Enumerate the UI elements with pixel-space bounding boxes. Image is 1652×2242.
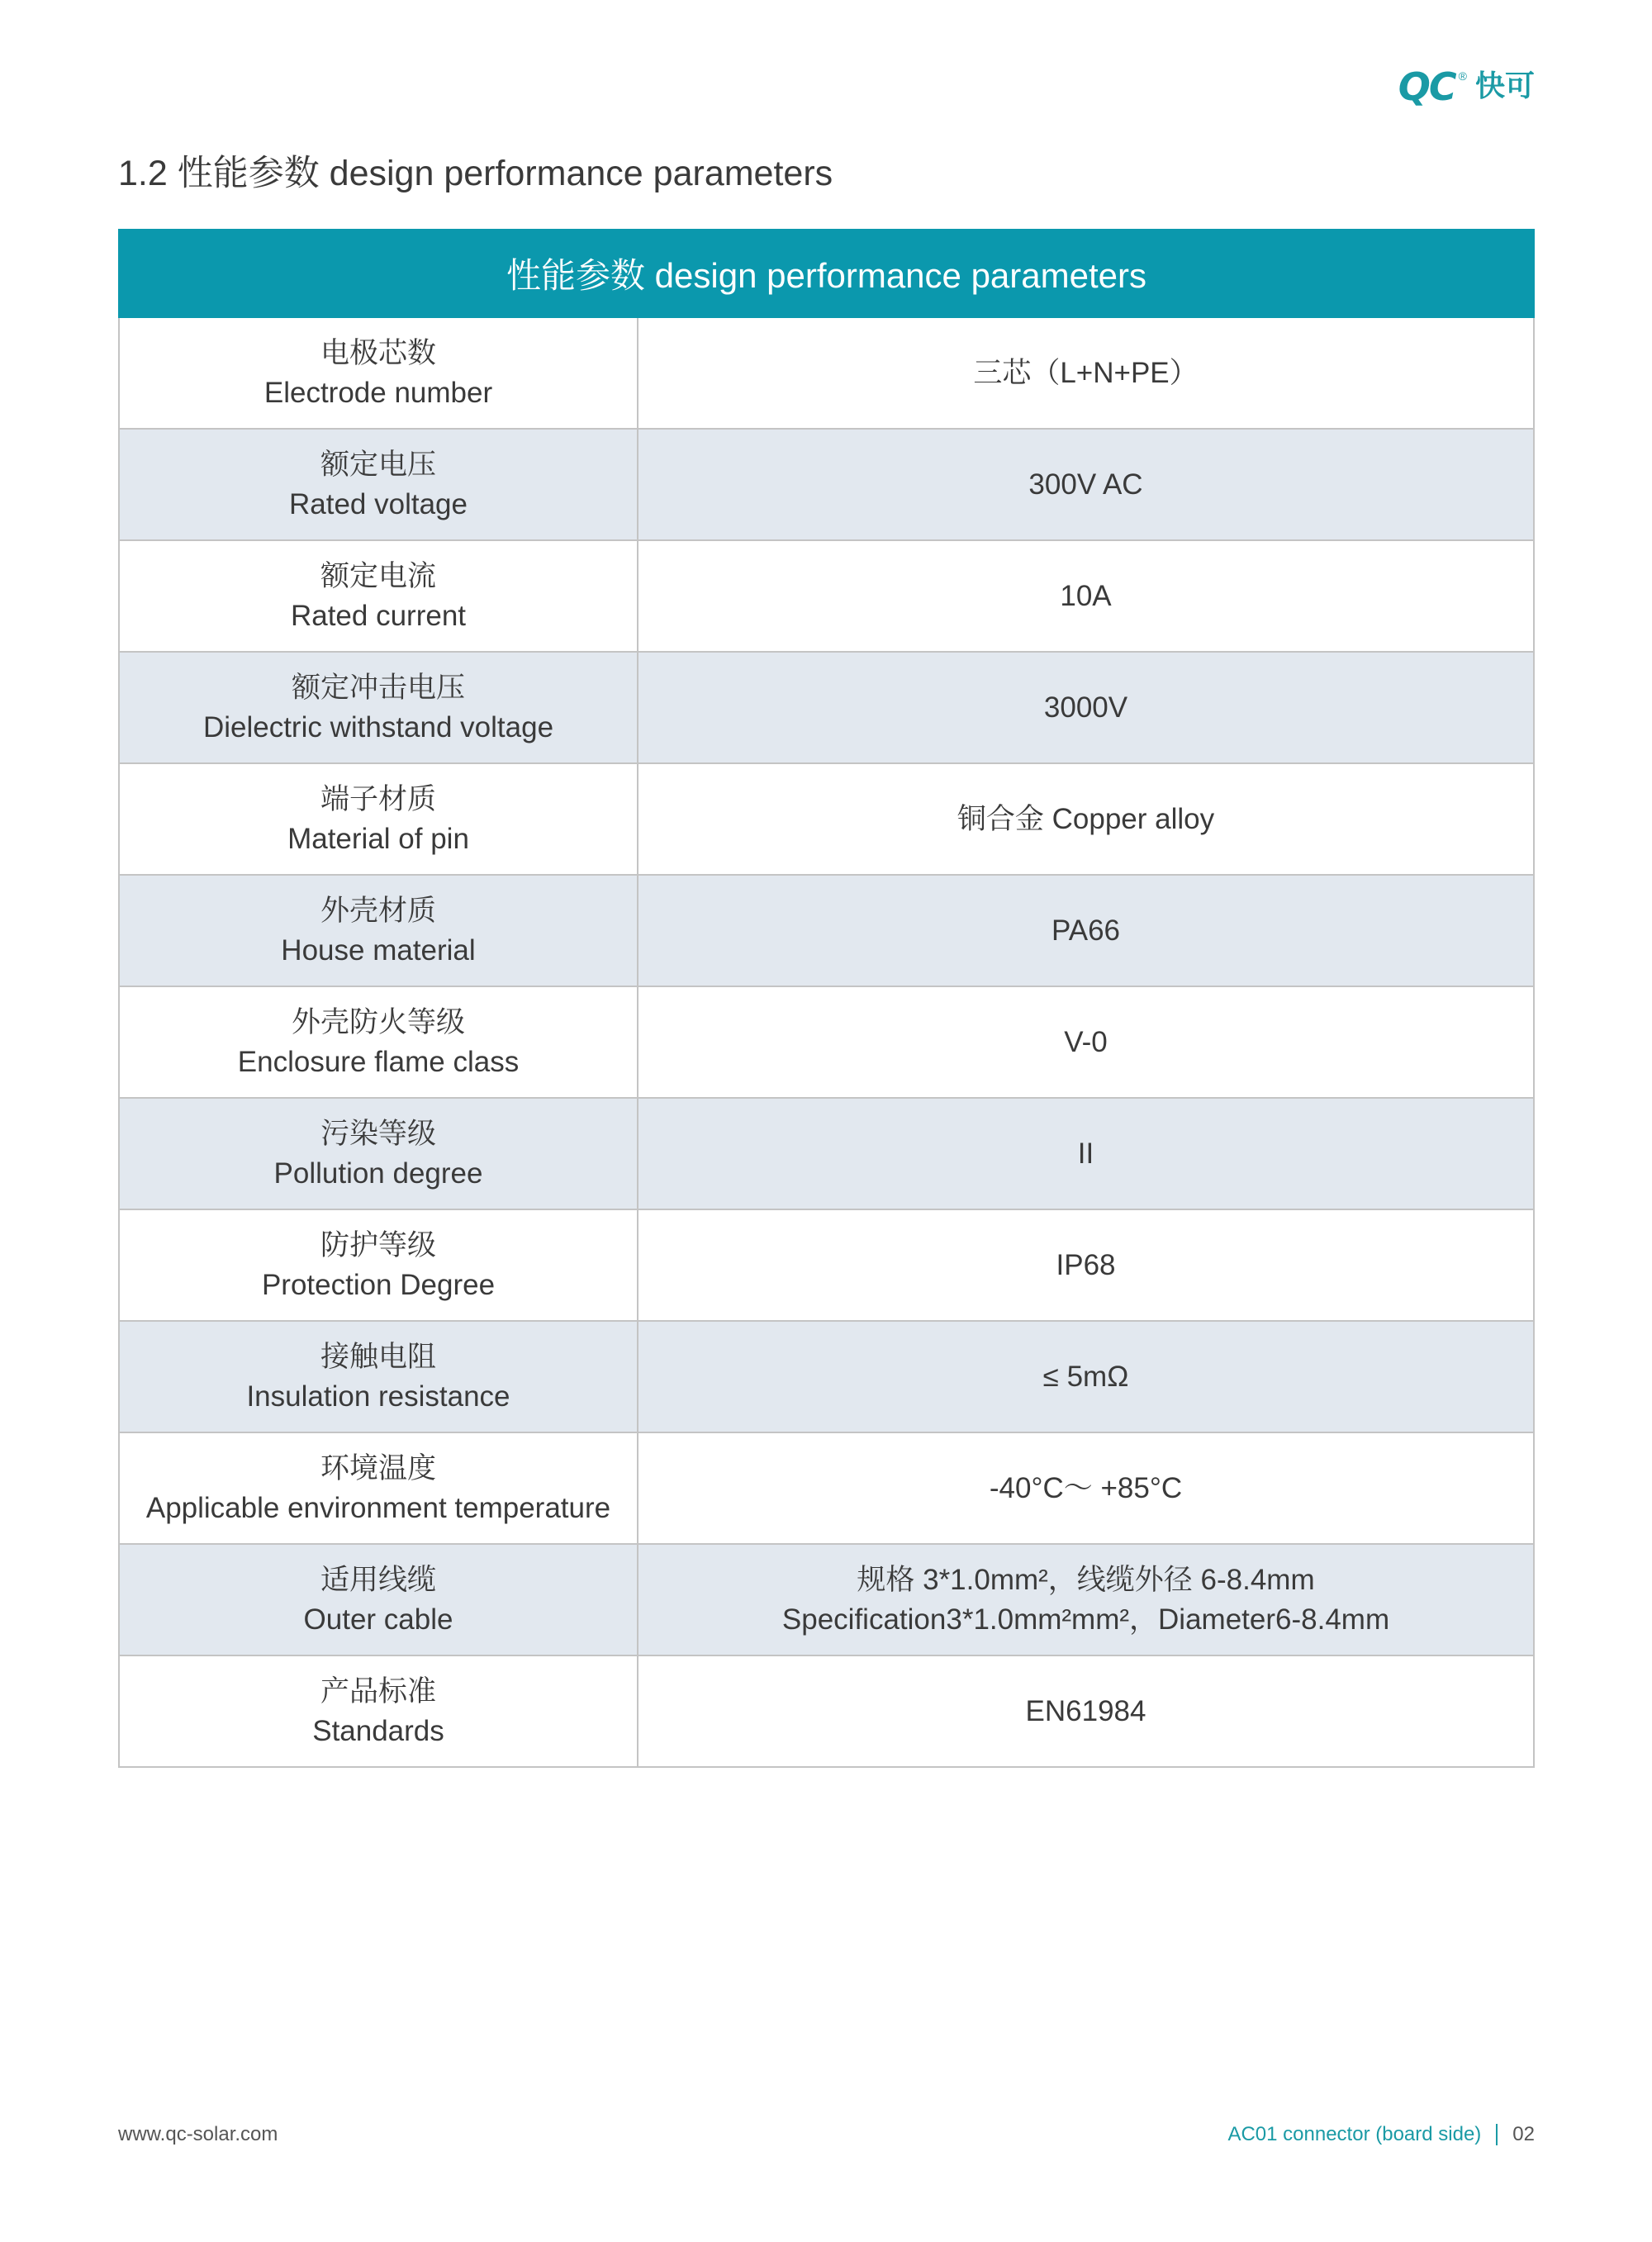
parameter-name-en: Dielectric withstand voltage — [202, 710, 554, 743]
table-row — [119, 429, 1534, 540]
parameter-label-cell — [119, 986, 638, 1098]
parameter-name-en: Enclosure flame class — [237, 1045, 520, 1078]
parameter-label-cell — [119, 1655, 638, 1767]
parameter-value-cell — [638, 1432, 1534, 1544]
table-row — [119, 652, 1534, 763]
parameter-value: ≤ 5mΩ — [1042, 1360, 1129, 1393]
page-number: 02 — [1512, 2123, 1535, 2145]
parameter-name-en: Material of pin — [287, 822, 469, 855]
parameter-name-cn: 环境温度 — [320, 1451, 436, 1484]
parameter-name-en: Electrode number — [263, 376, 493, 409]
table-header: 性能参数 design performance parameters — [119, 230, 1534, 317]
parameter-value-cell — [638, 986, 1534, 1098]
footer-document-title: AC01 connector (board side) — [1227, 2123, 1482, 2145]
parameter-label-cell — [119, 317, 638, 429]
parameter-label-cell — [119, 875, 638, 986]
parameter-name-cn: 电极芯数 — [320, 336, 436, 369]
parameter-value-cell — [638, 429, 1534, 540]
table-row — [119, 317, 1534, 429]
parameter-label-cell — [119, 1098, 638, 1209]
parameter-name-cn: 额定电流 — [320, 559, 436, 592]
parameter-value-cell — [638, 1655, 1534, 1767]
parameter-name-en: Insulation resistance — [246, 1380, 510, 1413]
parameter-name-en: Rated current — [290, 599, 467, 632]
parameter-value: II — [1077, 1137, 1094, 1170]
footer-website: www.qc-solar.com — [118, 2123, 278, 2145]
parameter-label-cell — [119, 1544, 638, 1655]
parameter-name-cn: 产品标准 — [320, 1674, 436, 1708]
parameter-value: 3000V — [1043, 691, 1128, 724]
parameter-name-en: Protection Degree — [261, 1268, 496, 1301]
parameter-value: 300V AC — [1028, 468, 1143, 501]
parameter-value-cell — [638, 875, 1534, 986]
parameter-value-cell — [638, 1098, 1534, 1209]
parameter-value: IP68 — [1056, 1248, 1116, 1281]
parameter-value-cell — [638, 763, 1534, 875]
parameter-name-cn: 额定冲击电压 — [291, 671, 465, 704]
parameter-name-en: Pollution degree — [273, 1157, 483, 1190]
parameter-value-cell — [638, 1321, 1534, 1432]
parameter-label-cell — [119, 429, 638, 540]
logo-mark: QC — [1398, 64, 1455, 109]
parameter-label-cell — [119, 652, 638, 763]
parameter-value: PA66 — [1051, 914, 1121, 947]
parameter-value: V-0 — [1064, 1025, 1108, 1058]
parameter-label-cell — [119, 1321, 638, 1432]
performance-parameters-table — [118, 229, 1535, 1768]
parameter-value-cell — [638, 540, 1534, 652]
section-title: 1.2 性能参数 design performance parameters — [118, 154, 833, 193]
parameter-name-en: Outer cable — [303, 1603, 453, 1636]
table-row — [119, 1321, 1534, 1432]
parameter-label-cell — [119, 1209, 638, 1321]
table-header-row — [119, 230, 1534, 317]
table-row — [119, 540, 1534, 652]
table-row — [119, 1655, 1534, 1767]
parameter-name-cn: 适用线缆 — [320, 1563, 436, 1596]
parameter-name-cn: 接触电阻 — [320, 1340, 436, 1373]
table-row — [119, 763, 1534, 875]
parameter-label-cell — [119, 1432, 638, 1544]
footer-info — [1227, 2123, 1535, 2146]
parameter-value: -40°C～ +85°C — [989, 1471, 1183, 1504]
parameter-value: 规格 3*1.0mm²，线缆外径 6-8.4mm — [857, 1563, 1315, 1596]
table-row — [119, 1432, 1534, 1544]
parameter-value: 铜合金 Copper alloy — [957, 802, 1215, 835]
parameter-label-cell — [119, 540, 638, 652]
parameter-value: 10A — [1060, 579, 1112, 612]
table-body — [119, 317, 1534, 1767]
table-row — [119, 986, 1534, 1098]
parameter-name-cn: 污染等级 — [320, 1117, 436, 1150]
company-logo — [1398, 64, 1535, 109]
parameter-name-en: Applicable environment temperature — [145, 1491, 611, 1524]
parameter-name-cn: 防护等级 — [320, 1228, 436, 1261]
parameter-value-cell — [638, 317, 1534, 429]
parameter-value: 三芯（L+N+PE） — [973, 356, 1199, 389]
parameter-name-en: House material — [281, 933, 476, 967]
registered-mark: ® — [1458, 69, 1467, 83]
table-row — [119, 1209, 1534, 1321]
table-row — [119, 1098, 1534, 1209]
parameter-name-en: Rated voltage — [289, 487, 468, 520]
parameter-value: Specification3*1.0mm²mm²，Diameter6-8.4mm — [781, 1603, 1390, 1636]
logo-chinese-name: 快可 — [1474, 69, 1535, 103]
parameter-value-cell — [638, 1544, 1534, 1655]
table-row — [119, 1544, 1534, 1655]
parameter-name-cn: 端子材质 — [320, 782, 436, 815]
table-row — [119, 875, 1534, 986]
parameter-name-cn: 额定电压 — [320, 448, 436, 481]
parameter-name-cn: 外壳防火等级 — [291, 1005, 465, 1038]
footer-divider — [1496, 2124, 1498, 2145]
parameter-value: EN61984 — [1025, 1694, 1146, 1727]
parameter-name-cn: 外壳材质 — [320, 894, 436, 927]
parameter-name-en: Standards — [312, 1714, 444, 1747]
parameter-label-cell — [119, 763, 638, 875]
parameter-value-cell — [638, 1209, 1534, 1321]
parameter-value-cell — [638, 652, 1534, 763]
